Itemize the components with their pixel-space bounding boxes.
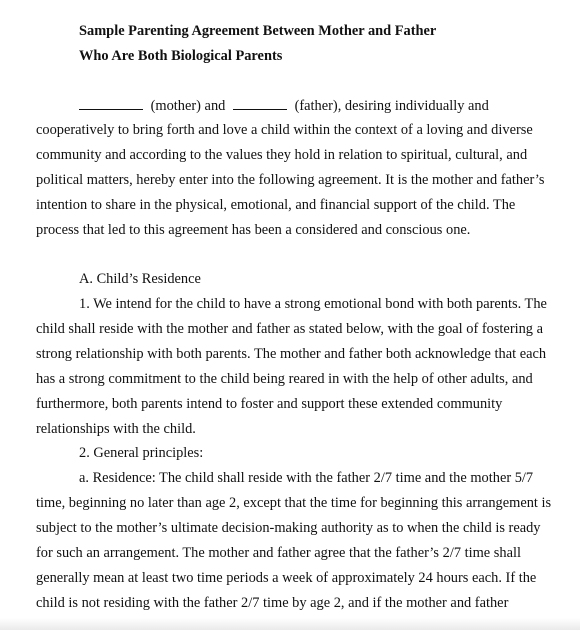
intro-line: community and according to the values they hold in relation to spiritual, cultural, and xyxy=(36,147,528,163)
intro-line: process that led to this agreement has been a considered and conscious one. xyxy=(36,222,471,238)
para1-line: child shall reside with the mother and father as stated below, with the goal of fostering a xyxy=(36,321,543,337)
mother-label: (mother) and xyxy=(150,98,226,114)
para-a-line: time, beginning no later than age 2, except that the time for beginning this arrangement is xyxy=(36,495,552,511)
para-a-line: for such an arrangement. The mother and father agree that the father’s 2/7 time shall xyxy=(36,545,521,561)
father-label: (father), desiring individually and xyxy=(294,98,489,114)
para1-line: 1. We intend for the child to have a strong emotional bond with both parents. The xyxy=(79,296,547,312)
para1-line: has a strong commitment to the child being reared in with the help of other adults, and xyxy=(36,371,533,387)
general-principles-heading: 2. General principles: xyxy=(79,445,204,461)
intro-line: intention to share in the physical, emotional, and financial support of the child. The xyxy=(36,197,516,213)
para1-line: strong relationship with both parents. The mother and father both acknowledge that each xyxy=(36,346,547,362)
intro-first-line xyxy=(79,96,489,115)
document-title-line-1: Sample Parenting Agreement Between Mother and Father xyxy=(79,23,437,39)
section-heading-childs-residence: A. Child’s Residence xyxy=(79,271,201,287)
mother-name-blank xyxy=(79,96,143,110)
para-a-line: child is not residing with the father 2/7 time by age 2, and if the mother and father xyxy=(36,595,509,611)
intro-line: political matters, hereby enter into the following agreement. It is the mother and father’s xyxy=(36,172,545,188)
document-title-line-2: Who Are Both Biological Parents xyxy=(79,48,283,64)
para1-line: furthermore, both parents intend to foster and support these extended community xyxy=(36,396,503,412)
para-a-line: subject to the mother’s ultimate decision-making authority as to when the child is ready xyxy=(36,520,541,536)
para-a-line: generally mean at least two time periods a week of approximately 24 hours each. If the xyxy=(36,570,537,586)
father-name-blank xyxy=(233,96,287,110)
intro-line: cooperatively to bring forth and love a child within the context of a loving and diverse xyxy=(36,122,533,138)
page-bottom-fade xyxy=(0,618,580,630)
para-a-line: a. Residence: The child shall reside with the father 2/7 time and the mother 5/7 xyxy=(79,470,534,486)
para1-line: relationships with the child. xyxy=(36,421,196,437)
